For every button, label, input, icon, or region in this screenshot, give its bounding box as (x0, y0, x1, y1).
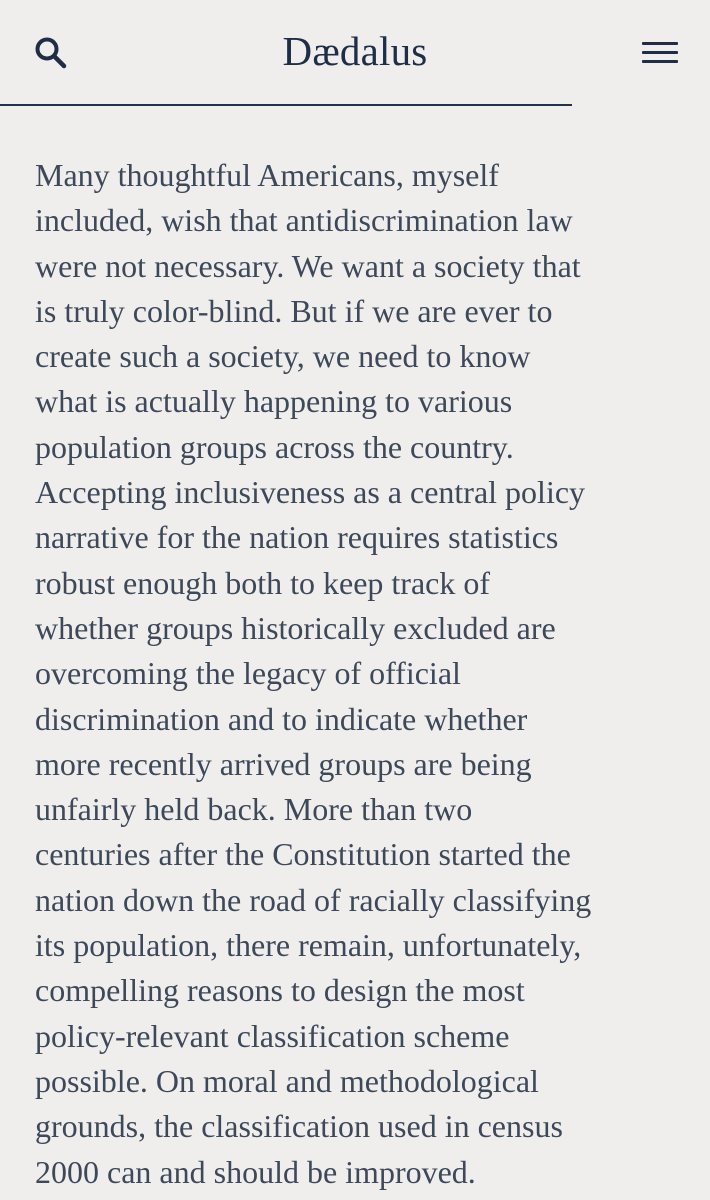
hamburger-menu-icon (642, 42, 678, 45)
header-divider (0, 104, 572, 106)
site-header (0, 0, 710, 106)
menu-button[interactable] (640, 38, 680, 68)
hamburger-menu-icon (642, 51, 678, 54)
article-paragraph: Many thoughtful Americans, myself included, wish that antidiscrimination law were not necessary. We want a society that is truly color-blind. But if we are ever to create such a society, we need to know what is actually happening to various population groups across the country. Accepting inclusiveness as a central policy narrative for the nation requires statistics robust enough both to keep track of whether groups historically excluded are overcoming the legacy of official discrimination and to indicate whether more recently arrived groups are being unfairly held back. More than two centuries after the Constitution started the nation down the road of racially classifying its population, there remain, unfortunately, compelling reasons to design the most policy-relevant classification scheme possible. On moral and methodological grounds, the classification used in census 2000 can and should be improved. (35, 157, 592, 1190)
hamburger-menu-icon (642, 60, 678, 63)
site-title[interactable]: Dædalus (282, 28, 428, 74)
